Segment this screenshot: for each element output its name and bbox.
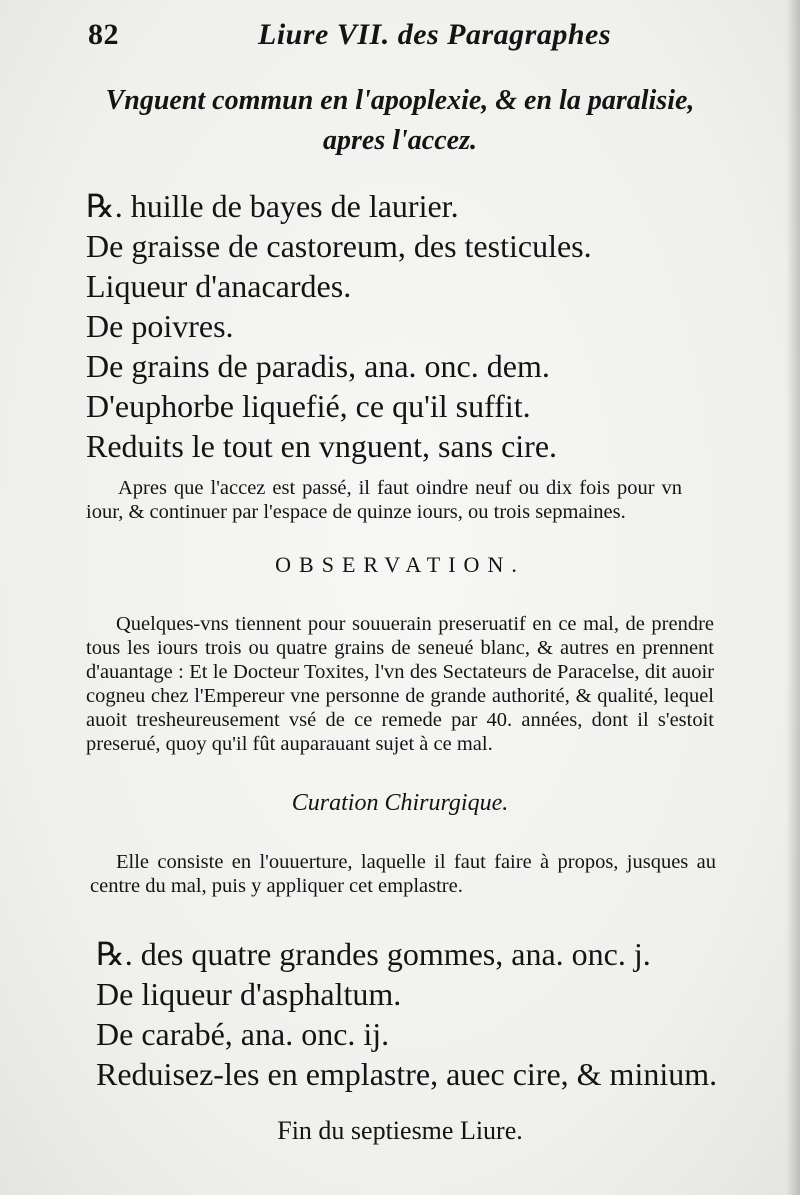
recipe-line: Reduisez-les en emplastre, auec cire, & minium. bbox=[96, 1056, 718, 1092]
recipe-line: ℞. des quatre grandes gommes, ana. onc. j. bbox=[96, 936, 651, 972]
recipe-line: De graisse de castoreum, des testicules. bbox=[86, 228, 592, 264]
running-title: Liure VII. des Paragraphes bbox=[258, 18, 612, 51]
section-title-line-2: apres l'accez. bbox=[323, 125, 477, 156]
recipe-line: ℞. huille de bayes de laurier. bbox=[86, 188, 459, 224]
recipe-line: De poivres. bbox=[86, 308, 234, 344]
instructions-paragraph: Apres que l'accez est passé, il faut oindre neuf ou dix fois pour vn iour, & continuer par l'espace de quinze iours, ou trois sepmaines. bbox=[86, 477, 682, 523]
recipe-line: Reduits le tout en vnguent, sans cire. bbox=[86, 428, 558, 464]
recipe-line: D'euphorbe liquefié, ce qu'il suffit. bbox=[86, 388, 531, 424]
section-title-line-1: Vnguent commun en l'apoplexie, & en la paralisie, bbox=[105, 85, 695, 116]
curation-heading: Curation Chirurgique. bbox=[291, 790, 509, 816]
recipe-line: De grains de paradis, ana. onc. dem. bbox=[86, 348, 550, 384]
curation-paragraph: Elle consiste en l'ouuerture, laquelle il faut faire à propos, jusques au centre du mal, puis y appliquer cet emplastre. bbox=[90, 851, 716, 897]
end-of-book-text: Fin du septiesme Liure. bbox=[277, 1116, 523, 1145]
page-edge-shadow bbox=[786, 0, 800, 1195]
page-number: 82 bbox=[88, 18, 119, 51]
observation-heading: OBSERVATION. bbox=[275, 552, 525, 577]
recipe-line: Liqueur d'anacardes. bbox=[86, 268, 352, 304]
recipe-line: De carabé, ana. onc. ij. bbox=[96, 1016, 390, 1052]
recipe-line: De liqueur d'asphaltum. bbox=[96, 976, 402, 1012]
observation-paragraph: Quelques-vns tiennent pour souuerain preseruatif en ce mal, de prendre tous les iours trois ou quatre grains de seneué blanc, & autres en prennent d'auantage : Et le Docteur Toxites, l'vn des Sectateurs de Paracelse, dit auoir cogneu chez l'Empereur vne personne de grande authorité, & qualité, lequel auoit tresheureusement vsé de ce remede par 40. années, dont il s'estoit preserué, quoy qu'il fût auparauant sujet à ce mal. bbox=[86, 613, 714, 755]
